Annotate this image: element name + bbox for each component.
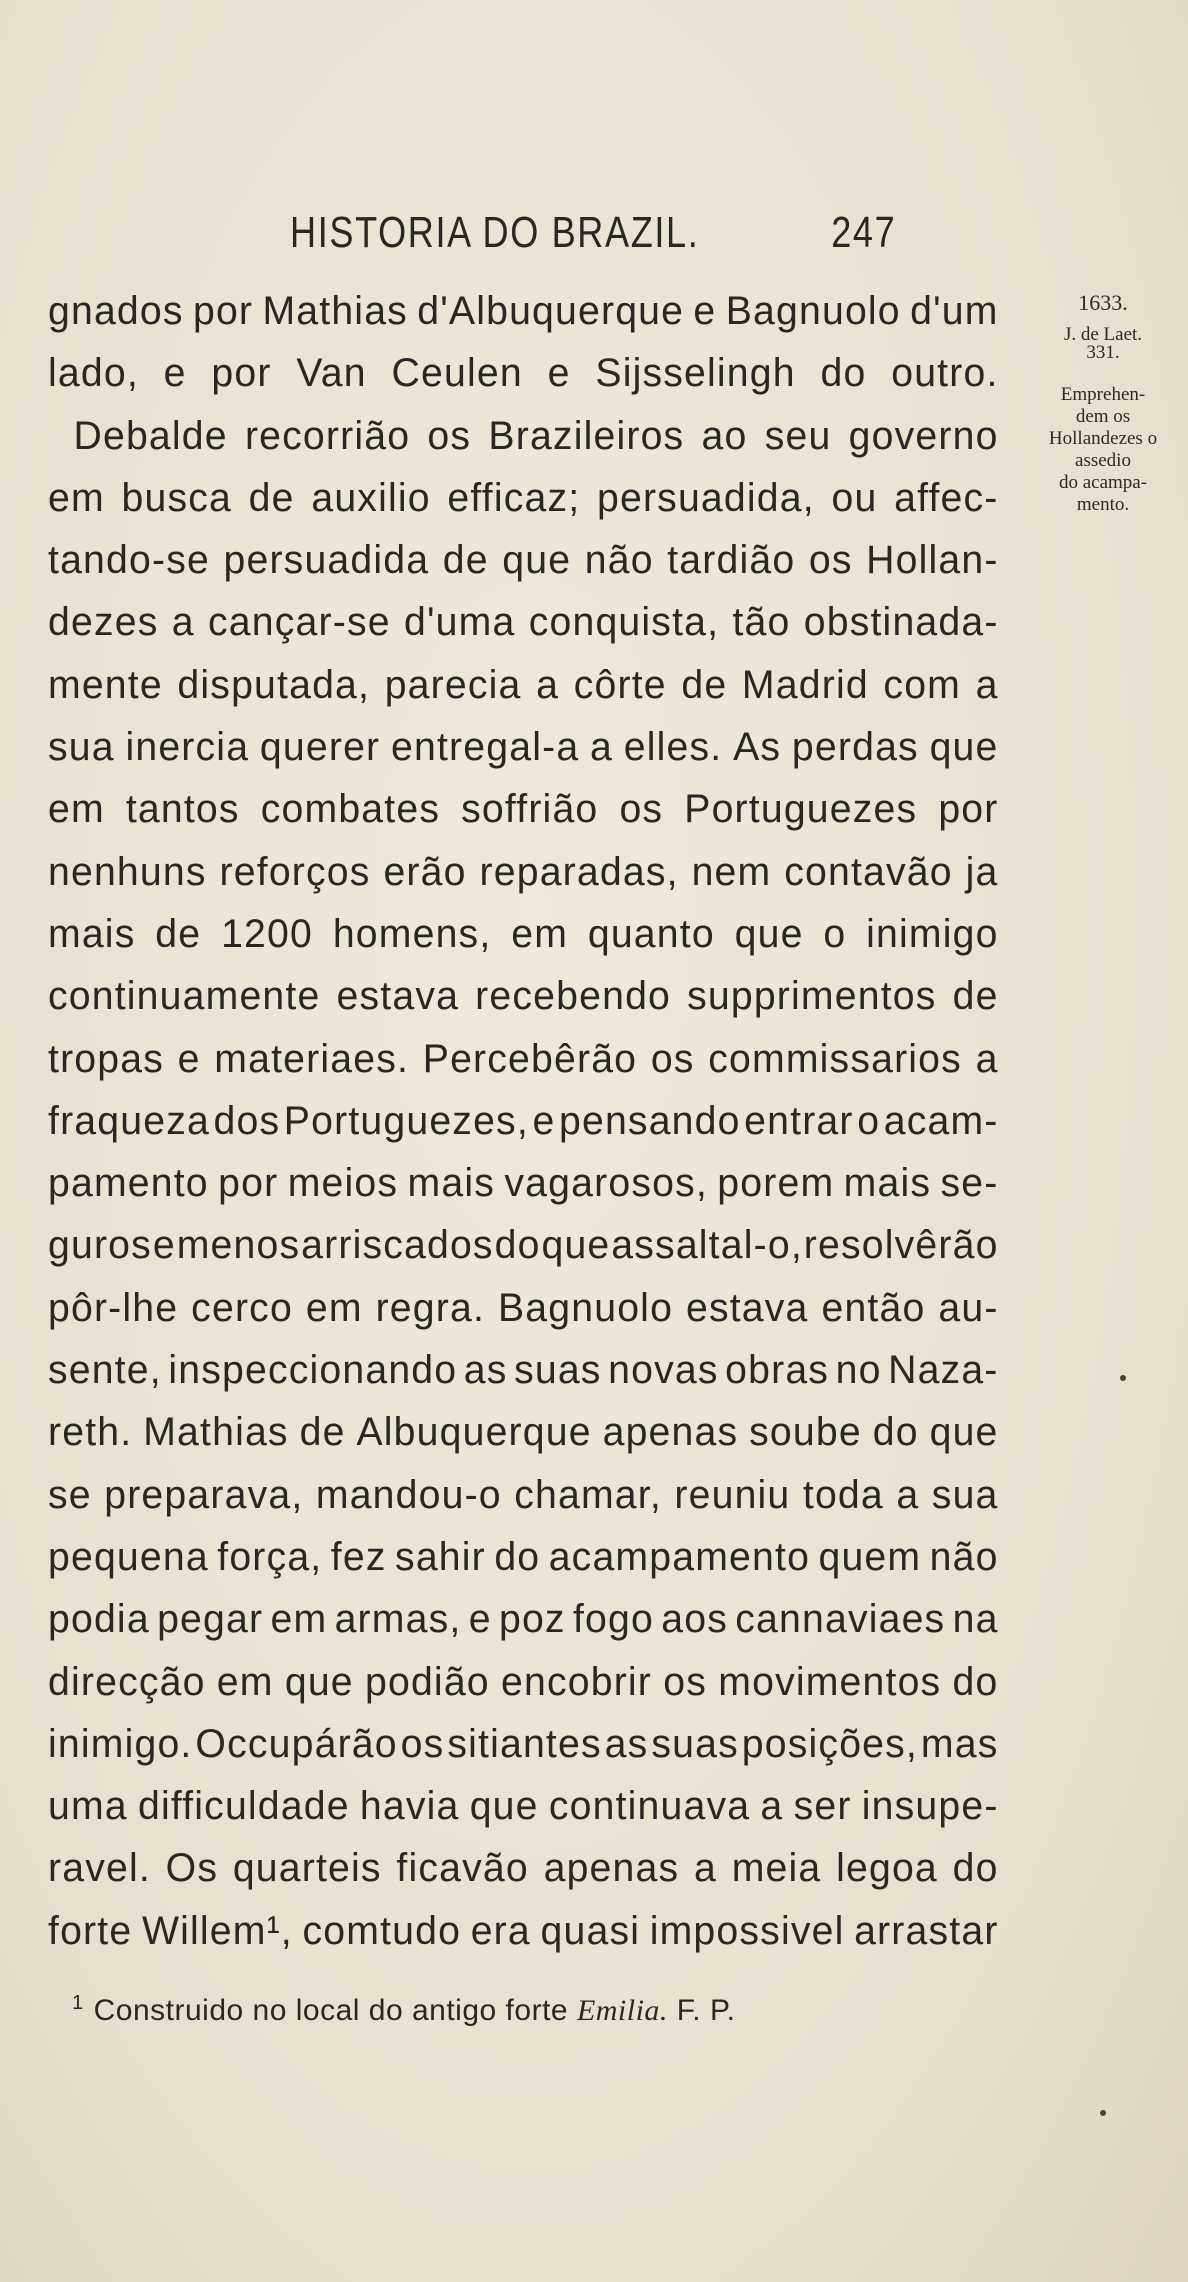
paper-speck	[1100, 2110, 1106, 2116]
body-text	[48, 280, 999, 1962]
running-header	[290, 208, 897, 268]
text-line: uma difficuldade havia que continuava a ser insupe-	[48, 1784, 999, 1829]
margin-topic-line: dem os	[1075, 406, 1131, 427]
text-line: sua inercia querer entregal-a a elles. As perdas que	[48, 725, 999, 770]
text-line: tando-se persuadida de que não tardião os Hollan-	[48, 538, 999, 583]
footnote-marker: 1	[72, 1992, 84, 2014]
text-line: fraqueza dos Portuguezes, e pensando entrar o acam-	[48, 1098, 999, 1143]
footnote-text: Construido no local do antigo forte	[93, 1994, 569, 2027]
text-line: Debalde recorrião os Brazileiros ao seu governo	[73, 413, 999, 458]
text-line: nenhuns reforços erão reparadas, nem contavão ja	[48, 849, 999, 894]
text-line: continuamente estava recebendo supprimentos de	[48, 974, 999, 1019]
margin-year: 1633.	[1078, 290, 1128, 315]
margin-topic-line: assedio	[1075, 450, 1131, 471]
text-line: inimigo. Occupárão os sitiantes as suas posições, mas	[48, 1721, 999, 1766]
margin-topic-line: Emprehen-	[1060, 384, 1146, 405]
text-line: guros e menos arriscados do que assaltal-o, resolvêrão	[48, 1223, 999, 1268]
text-line: mente disputada, parecia a côrte de Madrid com a	[48, 662, 999, 707]
margin-reference-line: J. de Laet.	[1063, 324, 1143, 345]
margin-topic-line: Hollandezes o	[1048, 428, 1158, 449]
text-line: ravel. Os quarteis ficavão apenas a meia legoa do	[48, 1846, 999, 1891]
footnote	[72, 1992, 735, 2028]
text-line: forte Willem¹, comtudo era quasi impossivel arrastar	[48, 1908, 999, 1953]
text-line: sente, inspeccionando as suas novas obras no Naza-	[48, 1348, 999, 1393]
margin-topic-line: do acampa-	[1058, 472, 1148, 493]
text-line: se preparava, mandou-o chamar, reuniu toda a sua	[48, 1472, 999, 1517]
margin-topic-line: mento.	[1076, 494, 1130, 515]
text-line: gnados por Mathias d'Albuquerque e Bagnuolo d'um	[48, 289, 999, 333]
text-line: pequena força, fez sahir do acampamento quem não	[48, 1534, 999, 1579]
text-line: pamento por meios mais vagarosos, porem mais se-	[48, 1161, 999, 1206]
margin-topic	[1028, 384, 1178, 516]
page-number: 247	[831, 208, 897, 257]
text-line: mais de 1200 homens, em quanto que o inimigo	[48, 911, 999, 956]
text-line: podia pegar em armas, e poz fogo aos cannaviaes na	[48, 1597, 999, 1642]
running-title: HISTORIA DO BRAZIL.	[290, 208, 700, 257]
text-line: pôr-lhe cerco em regra. Bagnuolo estava então au-	[48, 1285, 999, 1330]
text-line: lado, e por Van Ceulen e Sijsselingh do outro.	[48, 351, 999, 396]
text-line: dezes a cançar-se d'uma conquista, tão obstinada-	[48, 600, 999, 645]
text-line: reth. Mathias de Albuquerque apenas soube do que	[48, 1410, 999, 1455]
margin-reference	[1028, 326, 1178, 362]
text-line: direcção em que podião encobrir os movimentos do	[48, 1659, 999, 1704]
text-line: em busca de auxilio efficaz; persuadida, ou affec-	[48, 475, 999, 520]
footnote-italic: Emilia.	[576, 1994, 668, 2027]
paper-speck	[1120, 1375, 1126, 1381]
text-line: em tantos combates soffrião os Portuguezes por	[48, 787, 999, 832]
margin-notes	[1028, 284, 1178, 516]
text-line: tropas e materiaes. Percebêrão os commissarios a	[48, 1036, 999, 1081]
margin-reference-line: 331.	[1086, 342, 1120, 363]
footnote-suffix: F. P.	[676, 1994, 736, 2027]
